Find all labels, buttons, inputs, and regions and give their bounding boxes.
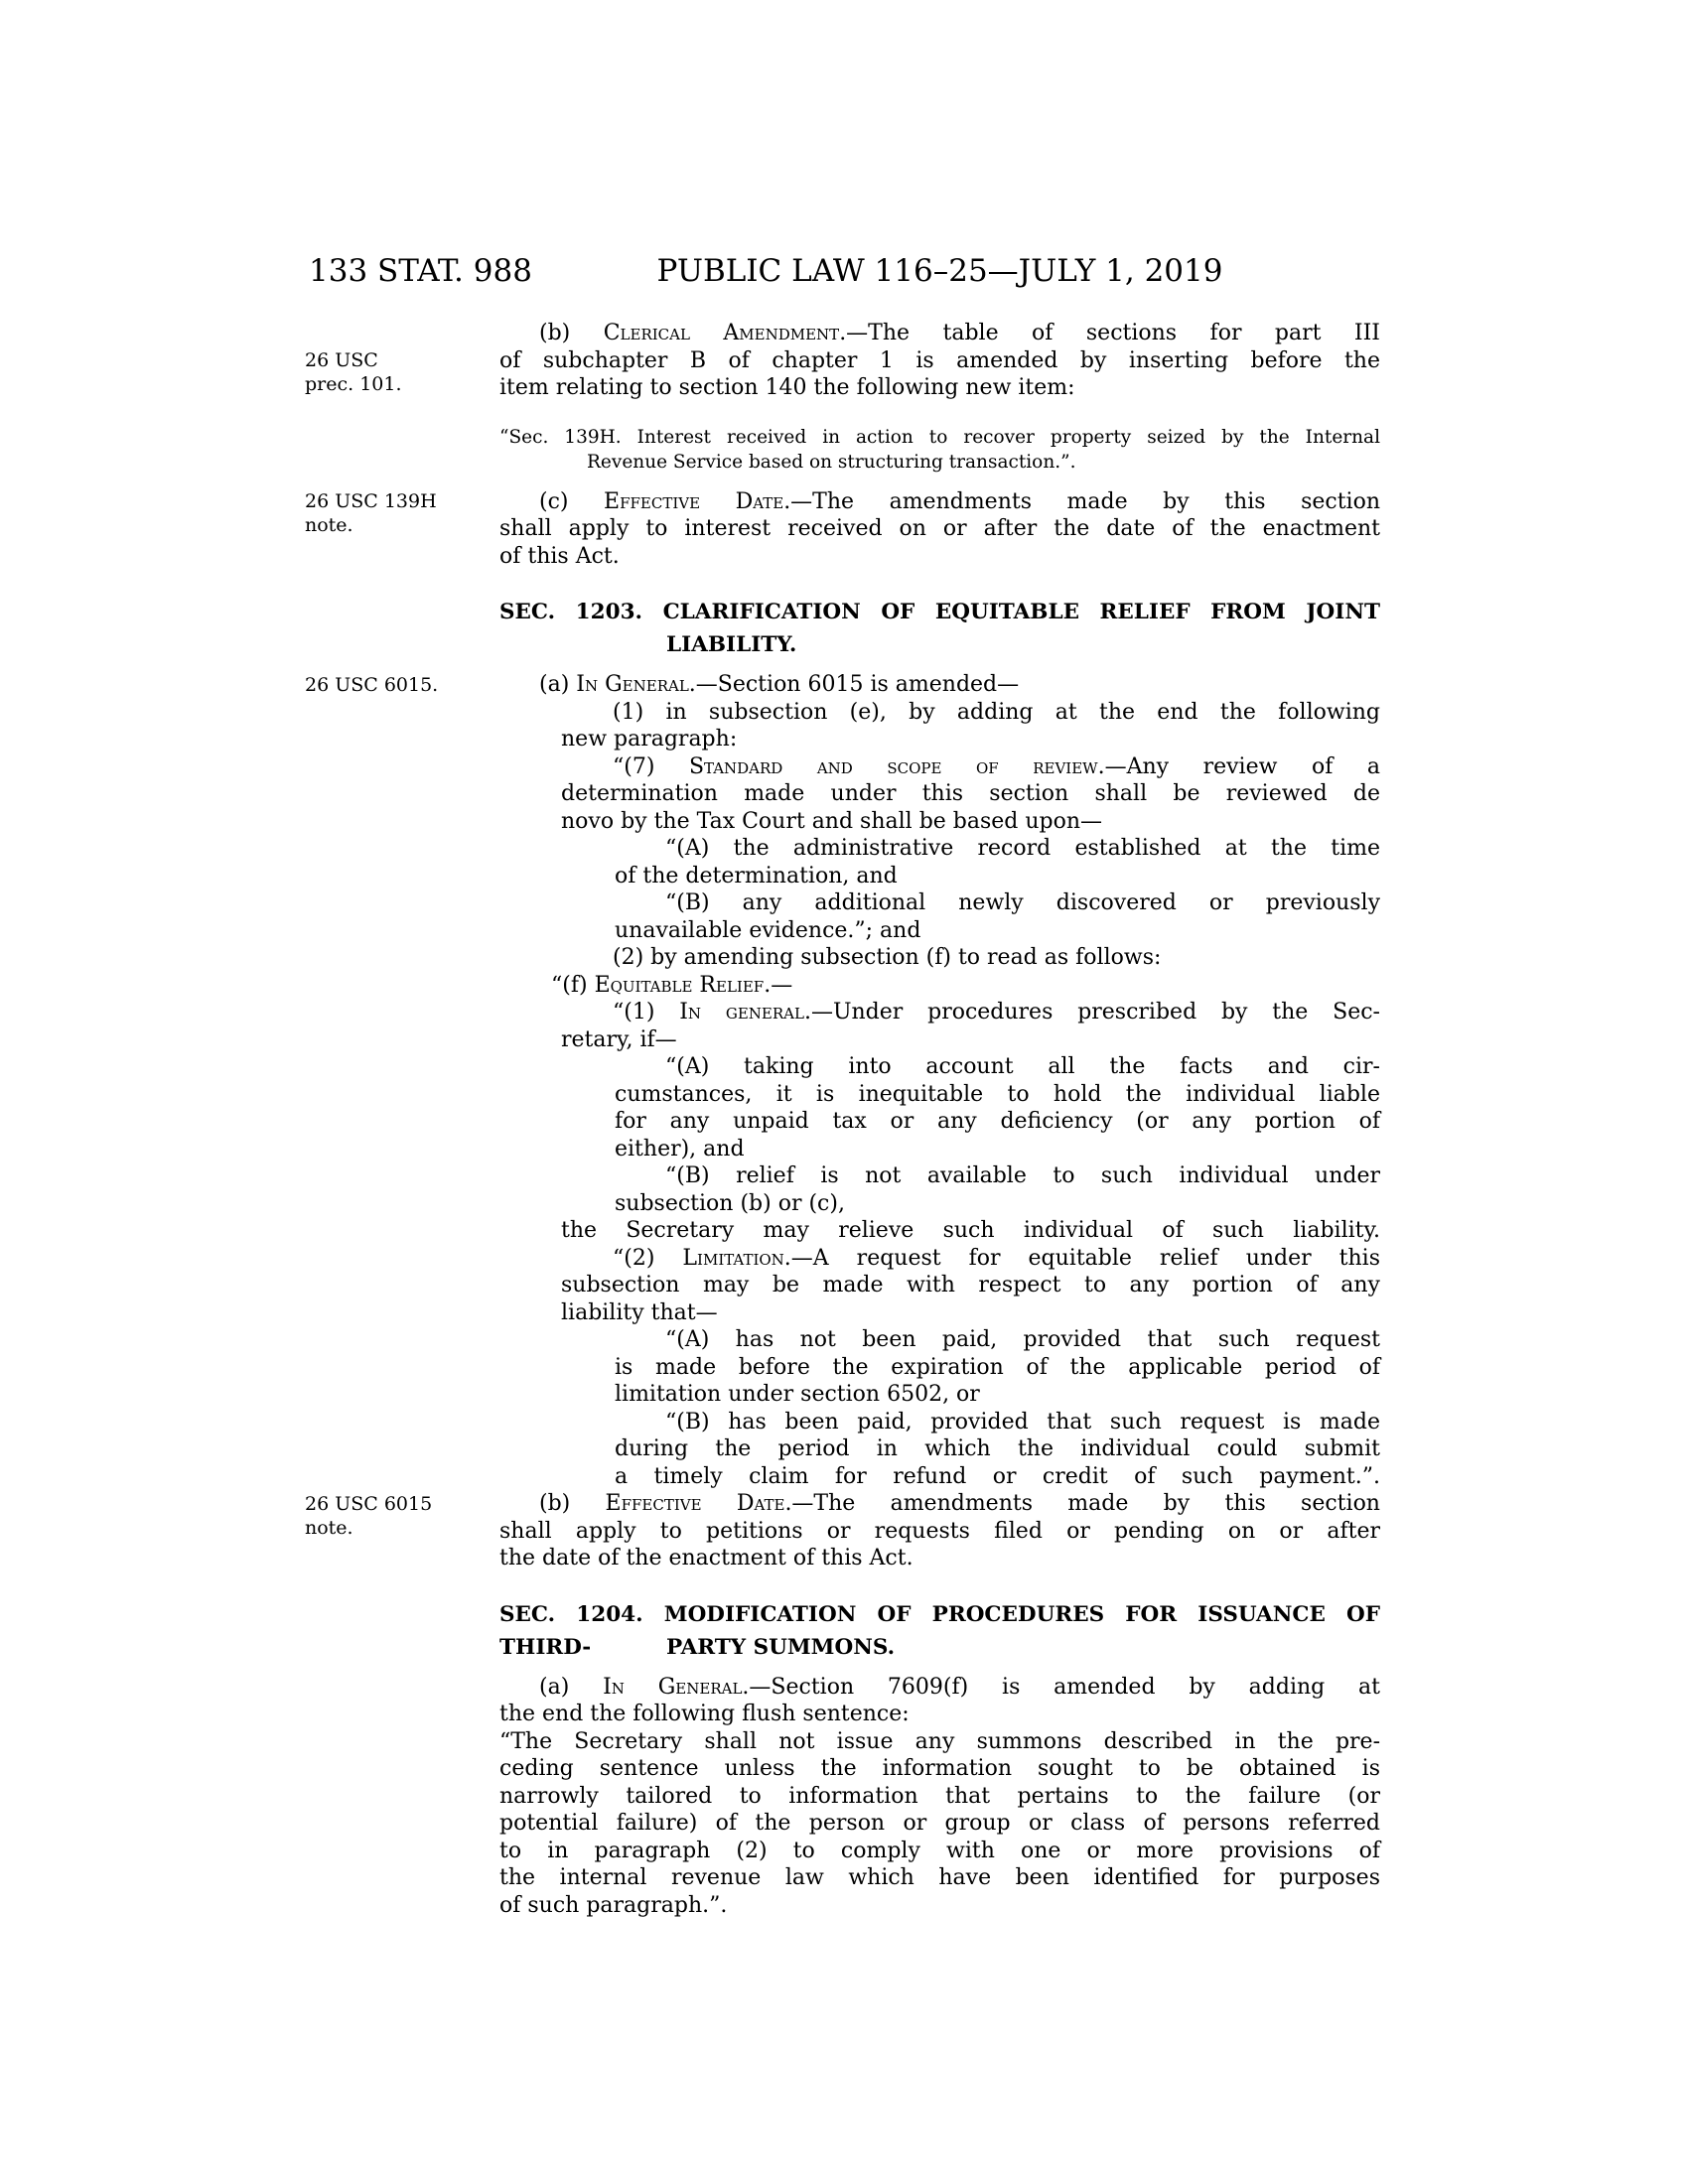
- para-c-effective-date: [499, 488, 1380, 571]
- text-line: of such paragraph.”.: [499, 1892, 728, 1918]
- text-line: the internal revenue law which have been identified for purposes: [499, 1865, 1380, 1890]
- margin-note-line: 26 USC: [305, 349, 378, 371]
- sec-1204-heading: [499, 1598, 1380, 1664]
- margin-note: [305, 1493, 489, 1540]
- margin-note-line: prec. 101.: [305, 372, 402, 395]
- text-line: “(A) the administrative record established at the time: [665, 836, 1380, 861]
- text-line: narrowly tailored to information that pertains to the failure (or: [499, 1783, 1380, 1809]
- text-line: of this Act.: [499, 543, 620, 569]
- text-line: new paragraph:: [561, 727, 738, 751]
- text-line: SEC. 1203. CLARIFICATION OF EQUITABLE RELIEF FROM JOINT: [499, 600, 1380, 624]
- text-line: LIABILITY.: [666, 632, 797, 657]
- text-line: cumstances, it is inequitable to hold the individual liable: [615, 1081, 1380, 1107]
- text-line: unavailable evidence.”; and: [615, 917, 921, 943]
- quoted-table-of-sections-item: [499, 425, 1380, 475]
- para-b-clerical-amendment: [499, 320, 1380, 402]
- text-line: during the period in which the individual could submit: [615, 1436, 1380, 1461]
- text-line: retary, if—: [561, 1026, 677, 1052]
- text-line: “(f) Equitable Relief.—: [551, 972, 793, 998]
- text-line: a timely claim for refund or credit of such payment.”.: [615, 1463, 1380, 1489]
- text-line: novo by the Tax Court and shall be based upon—: [561, 808, 1103, 834]
- sec-1203-body: [499, 671, 1380, 1572]
- margin-note: [305, 490, 489, 537]
- text-line: Revenue Service based on structuring transaction.”.: [587, 451, 1076, 473]
- text-line: subsection may be made with respect to any portion of any: [561, 1273, 1380, 1297]
- page-law-title: PUBLIC LAW 116–25—JULY 1, 2019: [656, 253, 1223, 289]
- text-line: “(2) Limitation.—A request for equitable relief under this: [613, 1245, 1380, 1271]
- text-line: “The Secretary shall not issue any summons described in the pre-: [499, 1728, 1380, 1754]
- text-line: (2) by amending subsection (f) to read as follows:: [613, 945, 1162, 970]
- margin-note-line: note.: [305, 513, 353, 536]
- text-line: (a) In General.—Section 7609(f) is amended by adding at: [539, 1674, 1381, 1700]
- margin-note: [305, 674, 489, 698]
- text-line: liability that—: [561, 1299, 718, 1325]
- text-line: “(1) In general.—Under procedures prescribed by the Sec-: [613, 1000, 1380, 1024]
- margin-note-line: 26 USC 6015.: [305, 674, 439, 696]
- text-line: shall apply to interest received on or after the date of the enactment: [499, 516, 1380, 541]
- text-line: item relating to section 140 the following new item:: [499, 375, 1075, 400]
- text-line: “(A) has not been paid, provided that such request: [665, 1327, 1380, 1352]
- text-line: PARTY SUMMONS.: [666, 1634, 896, 1660]
- body-column: [499, 320, 1380, 1919]
- text-line: (c) Effective Date.—The amendments made by this section: [539, 488, 1380, 514]
- text-line: potential failure) of the person or group or class of persons referred: [499, 1811, 1380, 1836]
- text-line: SEC. 1204. MODIFICATION OF PROCEDURES FOR ISSUANCE OF THIRD-: [499, 1601, 1380, 1660]
- text-line: of subchapter B of chapter 1 is amended by inserting before the: [499, 347, 1380, 373]
- page-stat-number: 133 STAT. 988: [309, 253, 532, 289]
- text-line: (1) in subsection (e), by adding at the end the following: [613, 699, 1380, 725]
- margin-note: [305, 349, 489, 396]
- text-line: (a) In General.—Section 6015 is amended—: [539, 672, 1020, 697]
- margin-note-line: 26 USC 6015: [305, 1493, 433, 1515]
- text-line: the date of the enactment of this Act.: [499, 1546, 914, 1570]
- text-line: subsection (b) or (c),: [615, 1190, 845, 1216]
- text-line: “(B) any additional newly discovered or previously: [665, 890, 1380, 915]
- text-line: for any unpaid tax or any deficiency (or any portion of: [615, 1109, 1380, 1134]
- text-line: “(7) Standard and scope of review.—Any review of a: [613, 753, 1380, 779]
- text-line: “(B) has been paid, provided that such request is made: [665, 1409, 1380, 1434]
- text-line: either), and: [615, 1136, 745, 1161]
- text-line: ceding sentence unless the information sought to be obtained is: [499, 1756, 1380, 1781]
- text-line: (b) Effective Date.—The amendments made by this section: [539, 1491, 1380, 1516]
- text-line: the Secretary may relieve such individual of such liability.: [561, 1218, 1380, 1243]
- text-line: determination made under this section shall be reviewed de: [561, 781, 1380, 806]
- sec-1203-heading: [499, 596, 1380, 661]
- margin-note-line: note.: [305, 1516, 353, 1539]
- text-line: “(A) taking into account all the facts and cir-: [665, 1054, 1380, 1079]
- text-line: “Sec. 139H. Interest received in action to recover property seized by the Internal: [499, 426, 1380, 448]
- text-line: is made before the expiration of the applicable period of: [615, 1354, 1380, 1380]
- text-line: to in paragraph (2) to comply with one or more provisions of: [499, 1838, 1380, 1863]
- text-line: limitation under section 6502, or: [615, 1382, 980, 1407]
- margin-note-line: 26 USC 139H: [305, 490, 437, 512]
- text-line: shall apply to petitions or requests filed or pending on or after: [499, 1518, 1380, 1544]
- text-line: of the determination, and: [615, 863, 898, 888]
- sec-1204-body: [499, 1674, 1380, 1920]
- text-line: (b) Clerical Amendment.—The table of sections for part III: [539, 321, 1380, 345]
- text-line: “(B) relief is not available to such individual under: [665, 1163, 1380, 1188]
- text-line: the end the following flush sentence:: [499, 1702, 910, 1726]
